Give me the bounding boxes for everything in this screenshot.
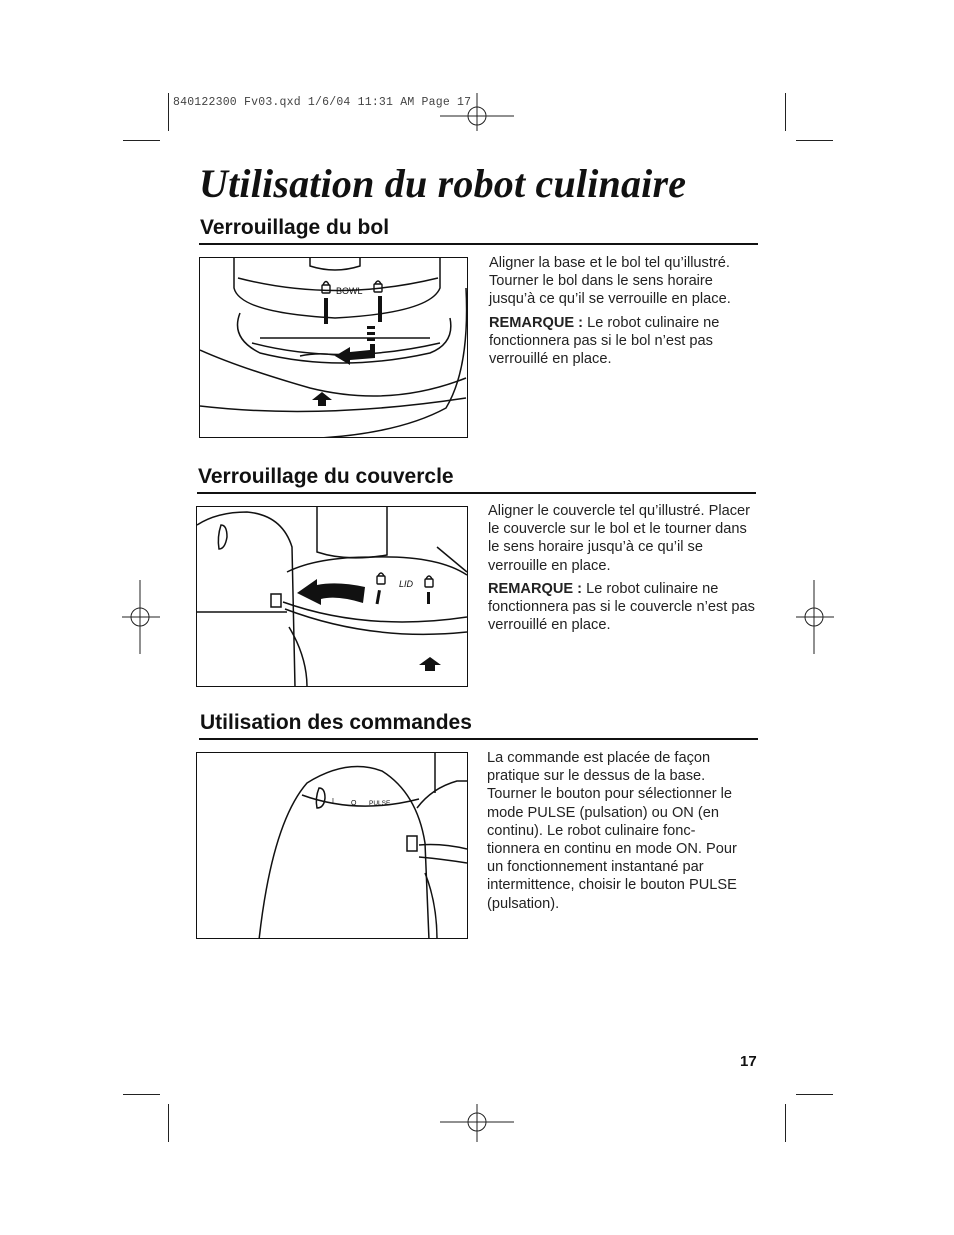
section-heading-controls: Utilisation des commandes [200,711,472,734]
section-rule [199,243,758,245]
controls-illustration [196,752,468,939]
bowl-label: BOWL [336,286,363,296]
lid-lock-illustration [196,506,468,687]
control-on-label: I [332,798,334,805]
section-heading-lid-lock: Verrouillage du couvercle [198,465,454,488]
lid-lock-text [488,502,758,639]
section-rule [199,738,758,740]
printer-slug: 840122300 Fv03.qxd 1/6/04 11:31 AM Page 17 [173,96,472,109]
section-heading-bowl-lock: Verrouillage du bol [200,216,390,239]
lid-lock-instructions: Aligner le couvercle tel qu’illustré. Placer le couvercle sur le bol et le tourner dans le sens horaire jusqu’à ce qu’il se verrouille en place. [488,503,750,574]
bowl-lock-instructions: Aligner la base et le bol tel qu’illustré. Tourner le bol dans le sens horaire jusqu’à ce qu’il se verrouille en place. [489,255,731,308]
controls-instructions: La commande est placée de façon pratique sur le dessus de la base. Tourner le bouton pour sélectionner le mode PULSE (pulsation) ou ON (en continu). Le robot culinaire fonc-tionnera en continu en mode ON. Pour un fonctionnement instantané par intermittence, choisir le bouton PULSE (pulsation). [487,750,737,912]
lid-lock-note: REMARQUE : Le robot culinaire ne fonctionnera pas si le couvercle n’est pas verrouillé en place. [488,580,755,634]
bowl-lock-note: REMARQUE : Le robot culinaire ne fonctionnera pas si le bol n’est pas verrouillé en place. [489,314,720,368]
lid-label: LID [399,579,414,589]
controls-text [487,749,737,918]
page-number: 17 [740,1053,757,1070]
page-title: Utilisation du robot culinaire [199,161,687,206]
section-rule [197,492,756,494]
control-off-label: O [351,800,357,807]
control-pulse-label: PULSE [369,800,391,807]
bowl-lock-text [489,254,759,373]
bowl-lock-illustration [199,257,468,438]
